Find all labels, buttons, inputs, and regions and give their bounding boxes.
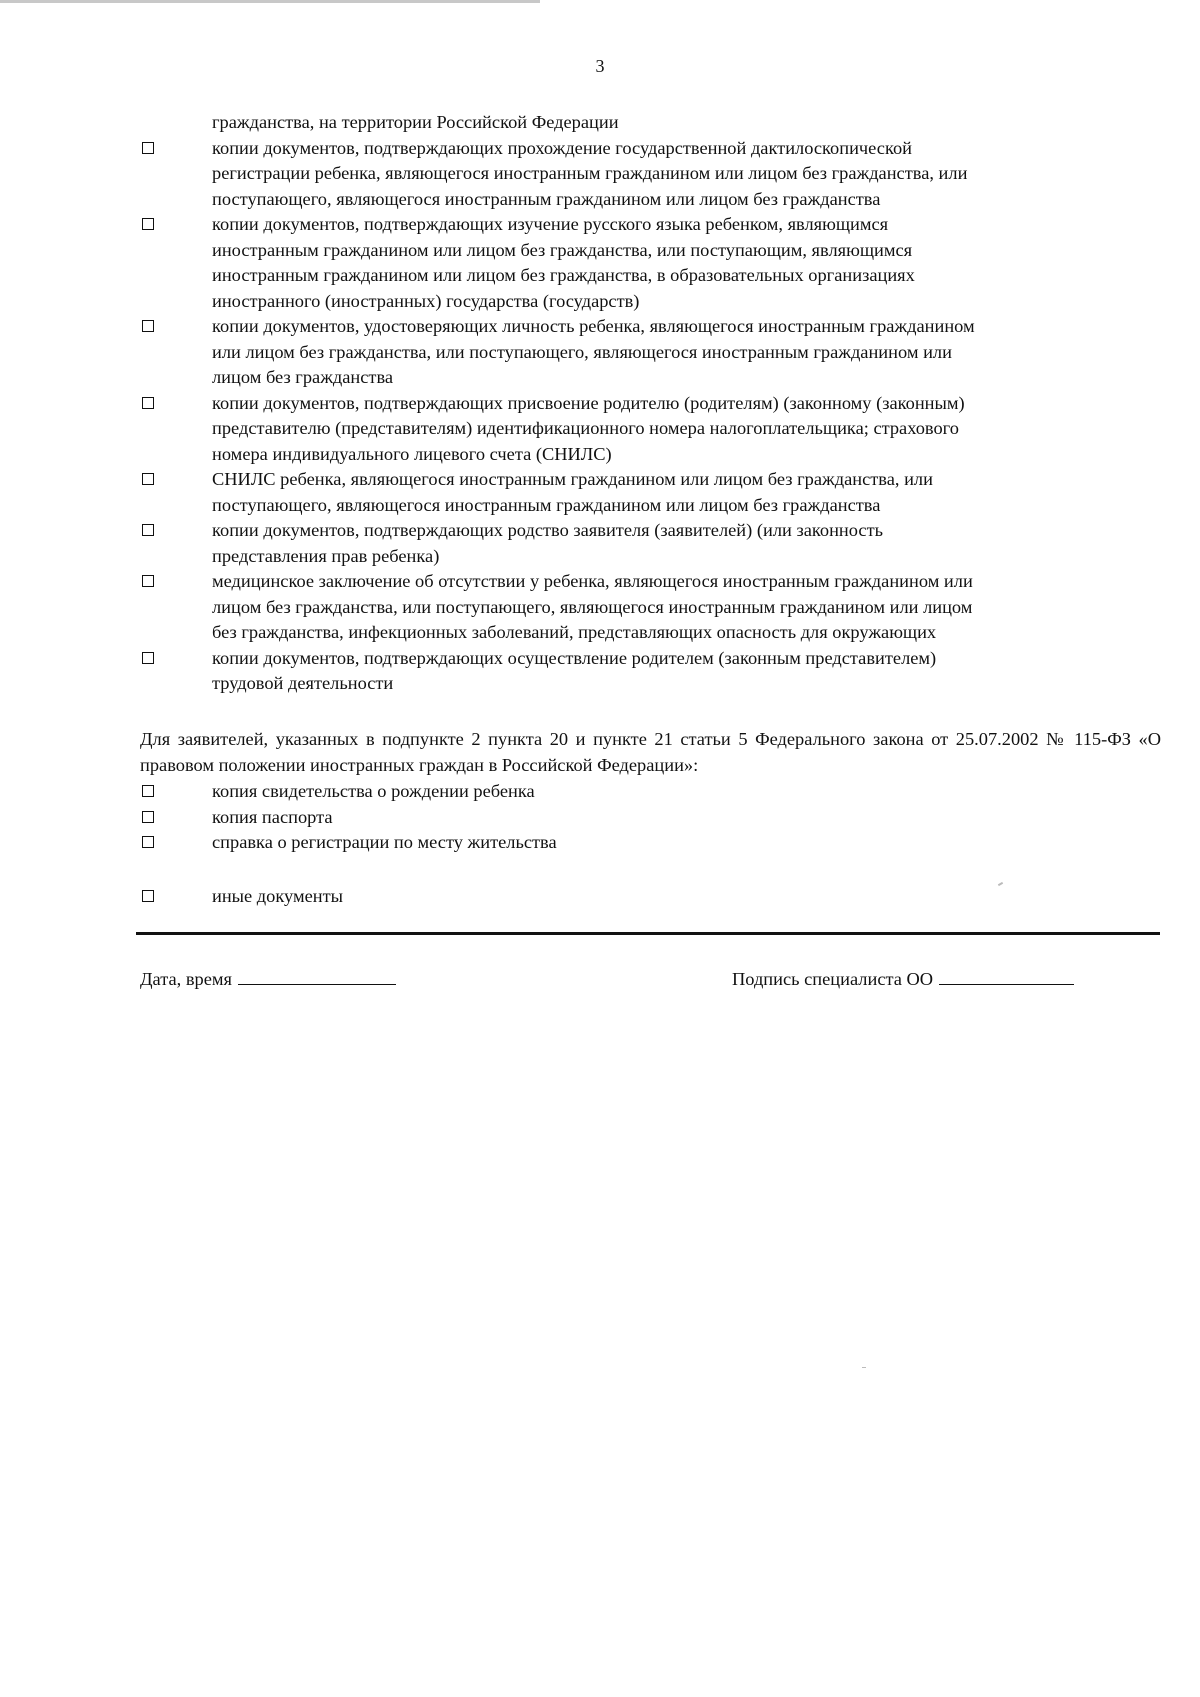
- date-time-label: Дата, время: [140, 969, 232, 989]
- checklist-item: [140, 110, 1160, 136]
- checklist-item-line: номера индивидуального лицевого счета (СНИЛС): [212, 443, 612, 464]
- checklist-item-line: копии документов, подтверждающих родство заявителя (заявителей) (или законность: [212, 520, 883, 540]
- checklist-item-text: копия свидетельства о рождении ребенка: [212, 781, 535, 801]
- checklist-item-text: [212, 110, 1160, 136]
- specialist-signature-label: Подпись специалиста ОО: [732, 969, 934, 989]
- checkbox-unchecked[interactable]: [142, 397, 154, 409]
- checkbox-unchecked[interactable]: [142, 575, 154, 587]
- checkbox-unchecked[interactable]: [142, 836, 154, 848]
- checkbox-unchecked[interactable]: [142, 524, 154, 536]
- checklist-item[interactable]: [140, 779, 1160, 805]
- checklist-item-line: иностранным гражданином или лицом без гражданства, или поступающим, являющимся: [212, 239, 913, 260]
- checklist-item-line: представления прав ребенка): [212, 545, 440, 566]
- checklist-item-text: [212, 518, 1160, 569]
- checklist-item-line: трудовой деятельности: [212, 673, 394, 693]
- checklist-item-line: гражданства, на территории Российской Федерации: [212, 112, 619, 132]
- checklist-item-line: копии документов, удостоверяющих личность ребенка, являющегося иностранным гражданином: [212, 316, 975, 336]
- checklist-item-text: [212, 467, 1160, 518]
- specialist-signature-field: [732, 964, 1074, 992]
- checklist-item-line: поступающего, являющегося иностранным гражданином или лицом без гражданства: [212, 494, 881, 515]
- checklist-item[interactable]: [140, 136, 1160, 213]
- checklist-item[interactable]: [140, 391, 1160, 468]
- checklist-item[interactable]: [140, 212, 1160, 314]
- checklist-item-text: [212, 569, 1160, 646]
- checklist-item[interactable]: [140, 467, 1160, 518]
- checklist-item[interactable]: [140, 646, 1160, 697]
- checklist-item-line: иностранного (иностранных) государства (государств): [212, 290, 640, 311]
- checkbox-unchecked[interactable]: [142, 142, 154, 154]
- date-time-blank[interactable]: [238, 964, 396, 985]
- checklist-item-line: иностранным гражданином или лицом без гражданства, в образовательных организациях: [212, 265, 915, 285]
- checklist-item-line: поступающего, являющегося иностранным гражданином или лицом без гражданства: [212, 188, 881, 209]
- checklist-item-line: копии документов, подтверждающих осуществление родителем (законным представителем): [212, 647, 937, 668]
- checklist-item-text: иные документы: [212, 886, 344, 906]
- checklist-item-line: регистрации ребенка, являющегося иностранным гражданином или лицом без гражданства, или: [212, 163, 968, 183]
- checklist-item-line: медицинское заключение об отсутствии у ребенка, являющегося иностранным гражданином или: [212, 571, 973, 591]
- checkbox-unchecked[interactable]: [142, 811, 154, 823]
- checklist-item-line: лицом без гражданства, или поступающего, являющегося иностранным гражданином или лицом: [212, 596, 973, 617]
- foreign-applicants-intro: Для заявителей, указанных в подпункте 2 пункта 20 и пункте 21 статьи 5 Федерального закона от 25.07.2002 № 115-ФЗ «О правовом положении иностранных граждан в Российской Федерации»:: [140, 729, 1161, 775]
- checklist-item-text: [212, 212, 1160, 314]
- checkbox-unchecked[interactable]: [142, 218, 154, 230]
- checklist-item[interactable]: [140, 830, 1160, 856]
- checklist-item-line: копии документов, подтверждающих присвоение родителю (родителям) (законному (законным): [212, 392, 965, 413]
- checklist-item[interactable]: [140, 569, 1160, 646]
- checklist-item-text: [212, 646, 1160, 697]
- checklist-item[interactable]: [140, 314, 1160, 391]
- page-number: 3: [595, 56, 605, 76]
- checklist-item-text: [212, 391, 1160, 468]
- signature-blank[interactable]: [939, 964, 1074, 985]
- checklist-item-line: лицом без гражданства: [212, 367, 394, 387]
- foreign-applicants-checklist: [140, 779, 1160, 856]
- checklist-item-text: [212, 314, 1160, 391]
- checklist-item-text: справка о регистрации по месту жительства: [212, 832, 557, 852]
- checklist-item-text: копия паспорта: [212, 806, 333, 827]
- checkbox-unchecked[interactable]: [142, 473, 154, 485]
- checklist-item-line: СНИЛС ребенка, являющегося иностранным гражданином или лицом без гражданства, или: [212, 469, 933, 489]
- checklist-item-line: или лицом без гражданства, или поступающего, являющегося иностранным гражданином или: [212, 341, 952, 362]
- checklist-item-line: представителю (представителям) идентификационного номера налогоплательщика; страхового: [212, 418, 959, 438]
- checklist-item-line: копии документов, подтверждающих изучение русского языка ребенком, являющимся: [212, 214, 889, 234]
- checkbox-unchecked[interactable]: [142, 785, 154, 797]
- checkbox-unchecked[interactable]: [142, 890, 154, 902]
- scan-top-edge: [0, 0, 540, 3]
- section-divider: [136, 932, 1160, 935]
- checklist-item[interactable]: [140, 805, 1160, 831]
- date-time-field: [140, 964, 396, 992]
- checklist-item-line: копии документов, подтверждающих прохождение государственной дактилоскопической: [212, 137, 912, 158]
- checklist-item-other-documents[interactable]: [140, 884, 1160, 910]
- checklist-item-line: без гражданства, инфекционных заболеваний, представляющих опасность для окружающих: [212, 622, 937, 642]
- checklist-item[interactable]: [140, 518, 1160, 569]
- scan-speck: [862, 1367, 866, 1368]
- checkbox-unchecked[interactable]: [142, 320, 154, 332]
- checklist-item-text: [212, 136, 1160, 213]
- document-checklist: [140, 110, 1160, 697]
- checkbox-unchecked[interactable]: [142, 652, 154, 664]
